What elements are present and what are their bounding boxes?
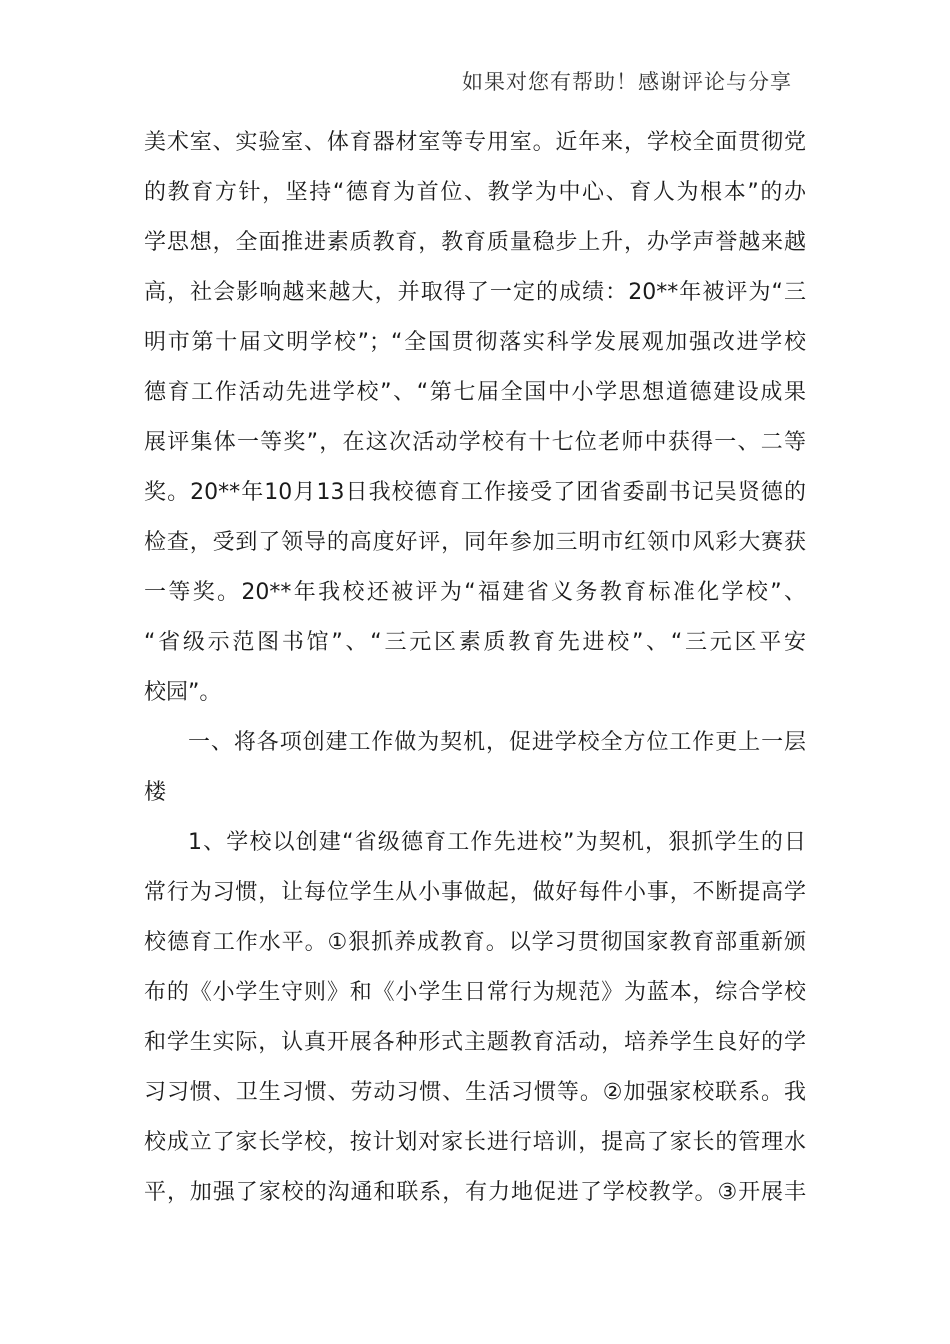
text-line: 和学生实际，认真开展各种形式主题教育活动，培养学生良好的学 [144, 1030, 806, 1055]
text-line: 一等奖。20**年我校还被评为“福建省义务教育标准化学校”、 [144, 580, 806, 605]
page-header: 如果对您有帮助！感谢评论与分享 [462, 70, 792, 94]
text-line: 美术室、实验室、体育器材室等专用室。近年来，学校全面贯彻党 [144, 130, 806, 155]
document-body [144, 118, 806, 1218]
text-line: 的教育方针，坚持“德育为首位、教学为中心、育人为根本”的办 [144, 180, 806, 205]
text-line: 高，社会影响越来越大，并取得了一定的成绩：20**年被评为“三 [144, 280, 806, 305]
text-line: 校德育工作水平。①狠抓养成教育。以学习贯彻国家教育部重新颁 [144, 930, 806, 955]
text-line: 德育工作活动先进学校”、“第七届全国中小学思想道德建设成果 [144, 380, 806, 405]
text-line: 校成立了家长学校，按计划对家长进行培训，提高了家长的管理水 [144, 1130, 806, 1155]
text-line: 习习惯、卫生习惯、劳动习惯、生活习惯等。②加强家校联系。我 [144, 1080, 806, 1105]
text-line: 明市第十届文明学校”；“全国贯彻落实科学发展观加强改进学校 [144, 330, 806, 355]
text-line: 平，加强了家校的沟通和联系，有力地促进了学校教学。③开展丰 [144, 1180, 806, 1205]
text-line: “省级示范图书馆”、“三元区素质教育先进校”、“三元区平安 [144, 630, 806, 655]
text-line: 布的《小学生守则》和《小学生日常行为规范》为蓝本，综合学校 [144, 980, 806, 1005]
text-line: 常行为习惯，让每位学生从小事做起，做好每件小事，不断提高学 [144, 880, 806, 905]
text-line: 校园”。 [144, 680, 222, 705]
section-heading-line: 一、将各项创建工作做为契机，促进学校全方位工作更上一层 [188, 730, 806, 755]
section-heading-line: 楼 [144, 780, 167, 805]
text-line: 展评集体一等奖”，在这次活动学校有十七位老师中获得一、二等 [144, 430, 806, 455]
text-line: 1、学校以创建“省级德育工作先进校”为契机，狠抓学生的日 [188, 830, 806, 855]
text-line: 学思想，全面推进素质教育，教育质量稳步上升，办学声誉越来越 [144, 230, 806, 255]
text-line: 检查，受到了领导的高度好评，同年参加三明市红领巾风彩大赛获 [144, 530, 806, 555]
text-line: 奖。20**年10月13日我校德育工作接受了团省委副书记吴贤德的 [144, 480, 806, 505]
